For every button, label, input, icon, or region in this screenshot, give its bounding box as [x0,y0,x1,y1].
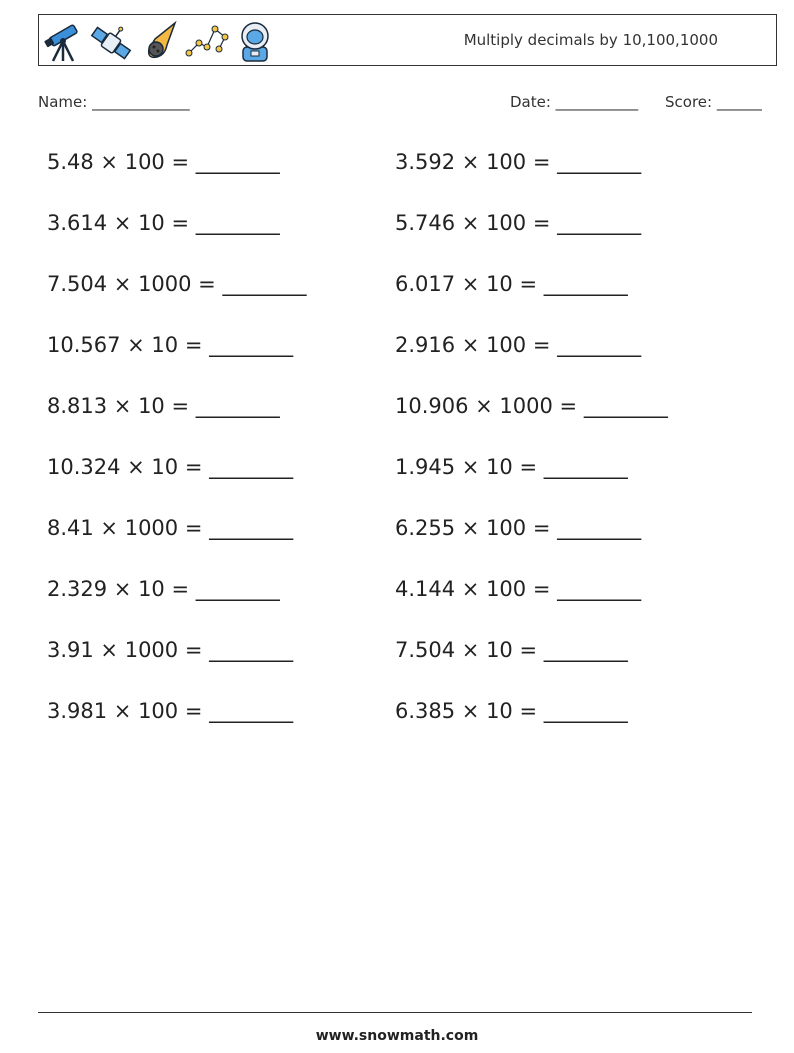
problem-row [47,569,747,630]
problem: 3.614 × 10 = ________ [47,211,280,235]
footer-divider [38,1012,752,1013]
problem: 3.91 × 1000 = ________ [47,638,294,662]
problem-row [47,264,747,325]
problem: 7.504 × 1000 = ________ [47,272,307,296]
score-field: Score: ______ [665,93,762,111]
problem: 7.504 × 10 = ________ [395,638,628,662]
problem: 5.48 × 100 = ________ [47,150,280,174]
problem-row [47,203,747,264]
problem: 10.324 × 10 = ________ [47,455,294,479]
problem-row [47,325,747,386]
problem: 10.906 × 1000 = ________ [395,394,668,418]
constellation-icon [185,19,229,63]
problem-grid [47,142,747,752]
date-field: Date: ___________ [510,93,639,111]
problem: 4.144 × 100 = ________ [395,577,642,601]
problem-row [47,386,747,447]
astronaut-icon [235,19,275,63]
satellite-icon [89,19,133,63]
problem: 1.945 × 10 = ________ [395,455,628,479]
problem: 8.813 × 10 = ________ [47,394,280,418]
problem: 6.255 × 100 = ________ [395,516,642,540]
problem: 3.592 × 100 = ________ [395,150,642,174]
problem: 8.41 × 1000 = ________ [47,516,294,540]
problem: 2.329 × 10 = ________ [47,577,280,601]
problem-row [47,630,747,691]
problem: 6.385 × 10 = ________ [395,699,628,723]
comet-icon [139,19,179,63]
telescope-icon [43,19,83,63]
worksheet-title: Multiply decimals by 10,100,1000 [463,31,718,49]
header-icons [43,18,275,64]
problem-row [47,142,747,203]
problem: 2.916 × 100 = ________ [395,333,642,357]
problem-row [47,691,747,752]
footer-website[interactable]: www.snowmath.com [315,1028,479,1044]
problem: 6.017 × 10 = ________ [395,272,628,296]
problem: 10.567 × 10 = ________ [47,333,294,357]
problem: 3.981 × 100 = ________ [47,699,294,723]
problem-row [47,447,747,508]
name-field: Name: _____________ [38,93,190,111]
header-box [38,14,777,66]
problem-row [47,508,747,569]
problem: 5.746 × 100 = ________ [395,211,642,235]
